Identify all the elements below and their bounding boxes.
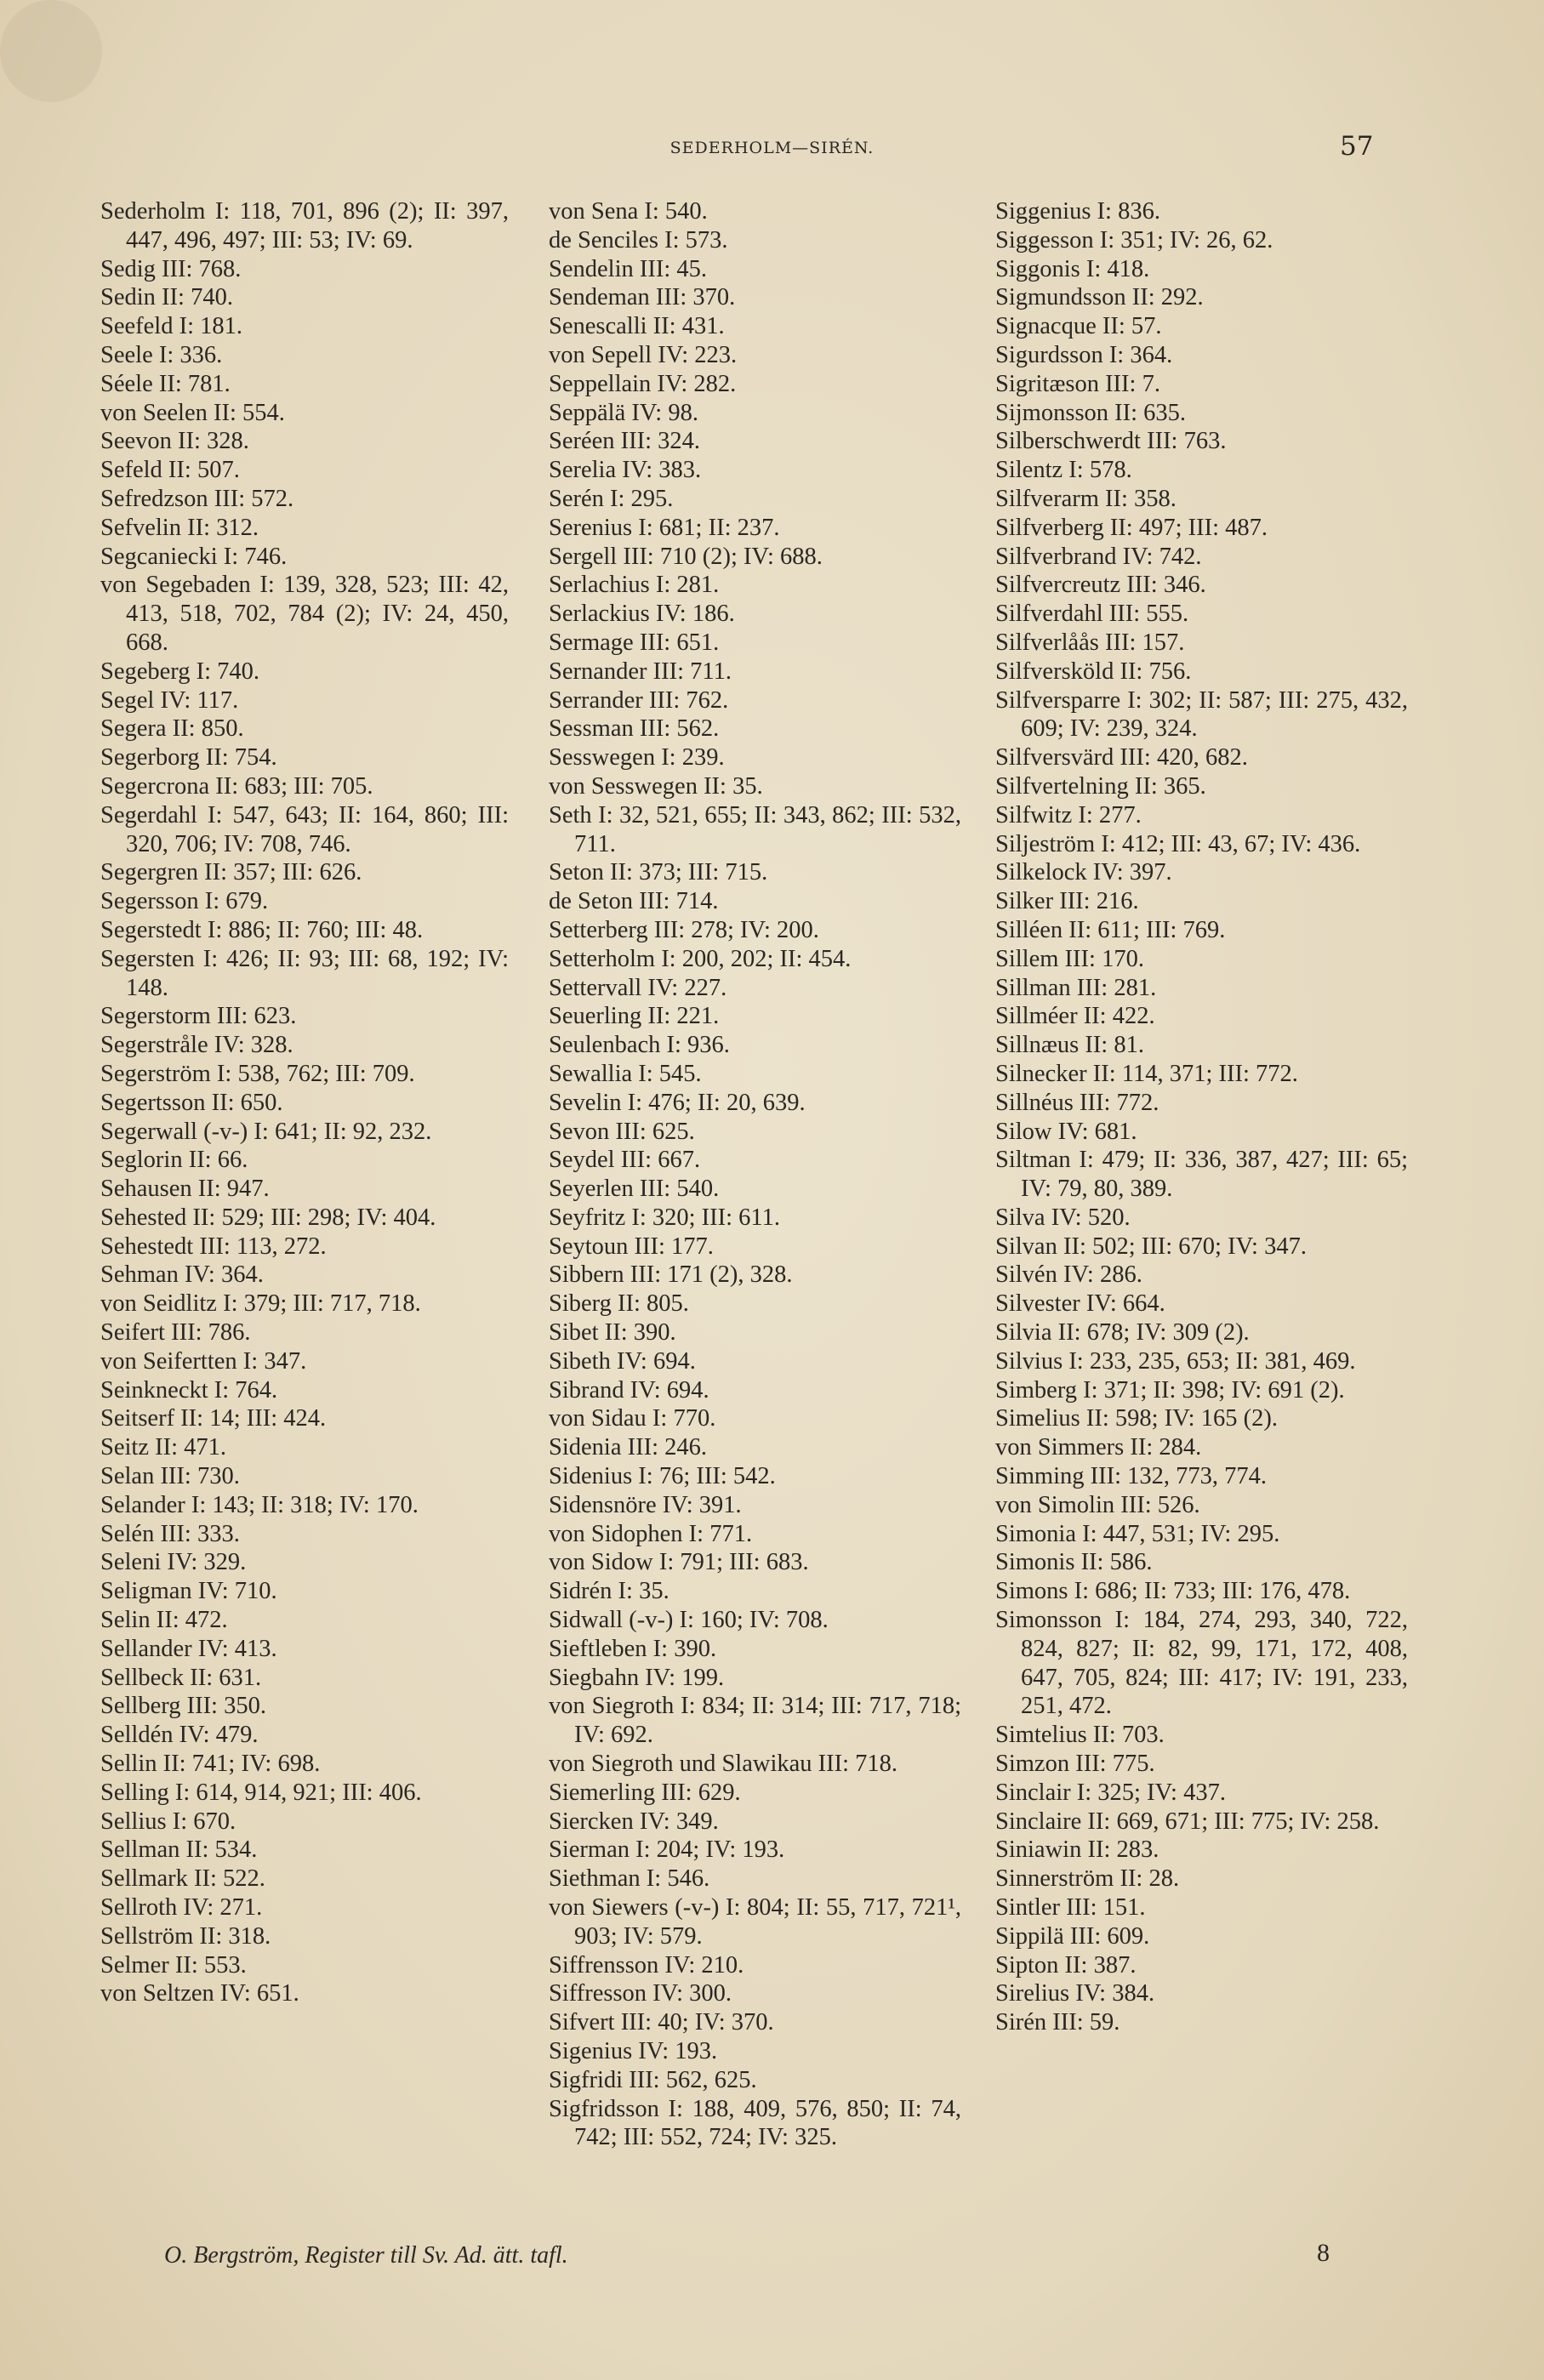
index-entry: Sigritæson III: 7. — [995, 370, 1160, 397]
index-entry: von Siegroth I: 834; II: 314; III: 717, 718; IV: 692. — [549, 1693, 961, 1749]
index-entry: Sewallia I: 545. — [549, 1060, 702, 1087]
index-entry: Seytoun III: 177. — [549, 1233, 714, 1260]
index-entry: Séele II: 781. — [100, 370, 231, 397]
index-entry: von Sesswegen II: 35. — [549, 772, 763, 800]
index-entry: von Seidlitz I: 379; III: 717, 718. — [100, 1290, 421, 1318]
index-entry: Sendelin III: 45. — [549, 255, 708, 282]
index-entry: Silvester IV: 664. — [995, 1290, 1165, 1318]
index-entry: Sellström II: 318. — [100, 1922, 271, 1950]
index-entry: Sibrand IV: 694. — [549, 1376, 709, 1404]
index-entry: Silkelock IV: 397. — [995, 859, 1172, 886]
index-entry: Segertsson II: 650. — [100, 1089, 283, 1116]
index-entry: von Sena I: 540. — [549, 198, 708, 225]
index-entry: Seyfritz I: 320; III: 611. — [549, 1204, 781, 1231]
index-entry: Selldén IV: 479. — [100, 1722, 259, 1749]
index-entry: Silva IV: 520. — [995, 1204, 1131, 1231]
index-entry: von Segebaden I: 139, 328, 523; III: 42, 413, 518, 702, 784 (2); IV: 24, 450, 668. — [100, 572, 509, 656]
index-entry: Siffrensson IV: 210. — [549, 1951, 744, 1979]
index-entry: Siggonis I: 418. — [995, 255, 1150, 282]
index-entry: Seppälä IV: 98. — [549, 399, 698, 426]
index-entry: Silvius I: 233, 235, 653; II: 381, 469. — [995, 1347, 1356, 1375]
index-entry: Seth I: 32, 521, 655; II: 343, 862; III: 532, 711. — [549, 801, 961, 857]
index-entry: Silfversvärd III: 420, 682. — [995, 744, 1248, 772]
index-entry: Selén III: 333. — [100, 1520, 240, 1547]
index-entry: Sidenia III: 246. — [549, 1434, 708, 1461]
index-entry: Sevelin I: 476; II: 20, 639. — [549, 1089, 806, 1116]
index-entry: Sessman III: 562. — [549, 715, 720, 743]
index-entry: Silfvercreutz III: 346. — [995, 572, 1206, 599]
index-entry: von Simolin III: 526. — [995, 1491, 1200, 1518]
index-entry: Simzon III: 775. — [995, 1751, 1155, 1778]
index-entry: Silfverlåås III: 157. — [995, 629, 1185, 656]
index-entry: Seevon II: 328. — [100, 428, 249, 455]
index-entry: Seulenbach I: 936. — [549, 1032, 730, 1059]
index-entry: Sifvert III: 40; IV: 370. — [549, 2009, 774, 2036]
index-entry: Sellin II: 741; IV: 698. — [100, 1751, 321, 1778]
index-entry: Sefeld II: 507. — [100, 457, 240, 484]
index-entry: Sidenius I: 76; III: 542. — [549, 1463, 776, 1490]
index-entry: Sefvelin II: 312. — [100, 514, 259, 541]
index-entry: Signacque II: 57. — [995, 313, 1162, 340]
index-entry: Siemerling III: 629. — [549, 1779, 741, 1806]
index-entry: Silfverbrand IV: 742. — [995, 543, 1202, 570]
index-entry: Sigfridsson I: 188, 409, 576, 850; II: 74, 742; III: 552, 724; IV: 325. — [549, 2095, 961, 2151]
index-entry: Sesswegen I: 239. — [549, 744, 725, 772]
index-entry: Seligman IV: 710. — [100, 1578, 277, 1605]
index-entry: Sellbeck II: 631. — [100, 1664, 262, 1691]
index-entry: Silow IV: 681. — [995, 1118, 1137, 1145]
index-entry: Sellander IV: 413. — [100, 1635, 277, 1662]
index-entry: Selan III: 730. — [100, 1463, 240, 1490]
index-entry: Seifert III: 786. — [100, 1319, 251, 1347]
index-entry: Sillnéus III: 772. — [995, 1089, 1159, 1116]
index-entry: Siberg II: 805. — [549, 1290, 689, 1318]
index-entry: Siggenius I: 836. — [995, 198, 1160, 225]
page-number: 57 — [1340, 131, 1374, 162]
index-entry: Segerdahl I: 547, 643; II: 164, 860; III: 320, 706; IV: 708, 746. — [100, 801, 509, 857]
index-entry: Sillman III: 281. — [995, 974, 1157, 1001]
index-column-2 — [549, 197, 961, 2152]
index-entry: Siffresson IV: 300. — [549, 1980, 732, 2007]
index-entry: Sefredzson III: 572. — [100, 485, 294, 512]
index-entry: Serelia IV: 383. — [549, 457, 702, 484]
index-entry: Seton II: 373; III: 715. — [549, 859, 768, 886]
index-entry: Serlackius IV: 186. — [549, 601, 735, 628]
index-entry: Segerwall (-v-) I: 641; II: 92, 232. — [100, 1118, 432, 1145]
index-entry: Silfwitz I: 277. — [995, 801, 1142, 828]
index-entry: Serenius I: 681; II: 237. — [549, 514, 780, 541]
index-entry: Silfversparre I: 302; II: 587; III: 275, 432, 609; IV: 239, 324. — [995, 686, 1408, 743]
index-entry: Setterberg III: 278; IV: 200. — [549, 916, 819, 943]
index-entry: Silfverarm II: 358. — [995, 485, 1177, 512]
index-entry: Segercrona II: 683; III: 705. — [100, 772, 373, 800]
index-entry: Simons I: 686; II: 733; III: 176, 478. — [995, 1578, 1351, 1605]
index-entry: Seglorin II: 66. — [100, 1147, 248, 1174]
index-entry: Sierman I: 204; IV: 193. — [549, 1836, 785, 1864]
index-entry: Serén I: 295. — [549, 485, 674, 512]
footer-citation: O. Bergström, Register till Sv. Ad. ätt. tafl. — [164, 2242, 568, 2269]
index-entry: Segel IV: 117. — [100, 686, 239, 714]
index-entry: Sibbern III: 171 (2), 328. — [549, 1261, 793, 1289]
index-entry: Sidrén I: 35. — [549, 1578, 669, 1605]
index-entry: von Sidophen I: 771. — [549, 1520, 753, 1547]
index-entry: Segersson I: 679. — [100, 888, 269, 915]
index-entry: Sigurdsson I: 364. — [995, 341, 1173, 368]
index-entry: von Seltzen IV: 651. — [100, 1980, 299, 2007]
index-entry: Segersten I: 426; II: 93; III: 68, 192; IV: 148. — [100, 945, 509, 1001]
index-entry: Simonsson I: 184, 274, 293, 340, 722, 824, 827; II: 82, 99, 171, 172, 408, 647, 705, 824; III: 417; IV: 191, 233, 251, 472. — [995, 1607, 1408, 1720]
index-entry: Segerborg II: 754. — [100, 744, 277, 772]
index-entry: Silfversköld II: 756. — [995, 658, 1192, 685]
index-entry: Sibeth IV: 694. — [549, 1347, 696, 1375]
index-entry: von Sepell IV: 223. — [549, 341, 738, 368]
index-entry: Segeberg I: 740. — [100, 658, 260, 685]
index-entry: Setterholm I: 200, 202; II: 454. — [549, 945, 852, 972]
index-entry: Silker III: 216. — [995, 888, 1139, 915]
index-entry: Segera II: 850. — [100, 715, 244, 743]
index-entry: Sermage III: 651. — [549, 629, 720, 656]
index-entry: Sibet II: 390. — [549, 1319, 676, 1347]
index-entry: Settervall IV: 227. — [549, 974, 727, 1001]
index-entry: Segcaniecki I: 746. — [100, 543, 288, 570]
index-entry: von Sidau I: 770. — [549, 1405, 716, 1432]
index-entry: Silberschwerdt III: 763. — [995, 428, 1227, 455]
index-entry: Sevon III: 625. — [549, 1118, 695, 1145]
index-entry: Sernander III: 711. — [549, 658, 732, 685]
index-entry: Sirelius IV: 384. — [995, 1980, 1155, 2007]
index-entry: Sendeman III: 370. — [549, 284, 736, 311]
index-entry: Seefeld I: 181. — [100, 313, 242, 340]
index-entry: Serrander III: 762. — [549, 686, 729, 714]
index-entry: Senescalli II: 431. — [549, 313, 725, 340]
index-entry: Silnecker II: 114, 371; III: 772. — [995, 1060, 1298, 1087]
index-column-1 — [100, 197, 509, 2008]
index-entry: Silentz I: 578. — [995, 457, 1132, 484]
index-entry: Simberg I: 371; II: 398; IV: 691 (2). — [995, 1376, 1345, 1404]
index-entry: Silfvertelning II: 365. — [995, 772, 1206, 800]
index-entry: Sintler III: 151. — [995, 1894, 1146, 1922]
index-entry: Silfverdahl III: 555. — [995, 601, 1189, 628]
index-entry: Sederholm I: 118, 701, 896 (2); II: 397, 447, 496, 497; III: 53; IV: 69. — [100, 198, 509, 253]
index-entry: Silfverberg II: 497; III: 487. — [995, 514, 1268, 541]
index-entry: Simelius II: 598; IV: 165 (2). — [995, 1405, 1278, 1432]
index-entry: Sillem III: 170. — [995, 945, 1144, 972]
index-entry: Sipton II: 387. — [995, 1951, 1137, 1979]
index-entry: Sergell III: 710 (2); IV: 688. — [549, 543, 823, 570]
index-entry: Seppellain IV: 282. — [549, 370, 737, 397]
index-entry: de Senciles I: 573. — [549, 226, 728, 253]
paper-stain — [0, 0, 102, 102]
index-entry: Seitserf II: 14; III: 424. — [100, 1405, 327, 1432]
index-entry: Sellius I: 670. — [100, 1808, 236, 1835]
index-entry: Seréen III: 324. — [549, 428, 701, 455]
index-entry: Sehausen II: 947. — [100, 1176, 270, 1203]
index-entry: Simtelius II: 703. — [995, 1722, 1165, 1749]
index-entry: Sehestedt III: 113, 272. — [100, 1233, 327, 1260]
index-entry: Sehested II: 529; III: 298; IV: 404. — [100, 1204, 436, 1231]
index-entry: Segergren II: 357; III: 626. — [100, 859, 362, 886]
index-entry: Seele I: 336. — [100, 341, 223, 368]
index-entry: Siljeström I: 412; III: 43, 67; IV: 436. — [995, 830, 1361, 857]
index-entry: Silvén IV: 286. — [995, 1261, 1142, 1289]
index-entry: von Siegroth und Slawikau III: 718. — [549, 1751, 898, 1778]
index-entry: Sellroth IV: 271. — [100, 1894, 263, 1922]
index-entry: Seyerlen III: 540. — [549, 1176, 720, 1203]
index-entry: Sieftleben I: 390. — [549, 1635, 717, 1662]
index-entry: Siethman I: 546. — [549, 1865, 710, 1893]
index-entry: Serlachius I: 281. — [549, 572, 720, 599]
footer-sheet-number: 8 — [1317, 2239, 1330, 2267]
index-entry: Segerstedt I: 886; II: 760; III: 48. — [100, 916, 424, 943]
index-entry: de Seton III: 714. — [549, 888, 719, 915]
index-entry: Sellman II: 534. — [100, 1836, 258, 1864]
index-entry: Simming III: 132, 773, 774. — [995, 1463, 1268, 1490]
index-entry: Segerström I: 538, 762; III: 709. — [100, 1060, 415, 1087]
index-entry: Sinnerström II: 28. — [995, 1865, 1180, 1893]
index-entry: Sillnæus II: 81. — [995, 1032, 1144, 1059]
index-entry: Sinclair I: 325; IV: 437. — [995, 1779, 1226, 1806]
index-entry: Sehman IV: 364. — [100, 1261, 264, 1289]
index-entry: Sedin II: 740. — [100, 284, 233, 311]
index-entry: Selander I: 143; II: 318; IV: 170. — [100, 1491, 419, 1518]
index-entry: Sillméer II: 422. — [995, 1003, 1155, 1030]
index-entry: Sedig III: 768. — [100, 255, 242, 282]
index-entry: Segerstråle IV: 328. — [100, 1032, 293, 1059]
index-entry: Simonis II: 586. — [995, 1549, 1153, 1576]
index-entry: Sidensnöre IV: 391. — [549, 1491, 742, 1518]
index-entry: Sellberg III: 350. — [100, 1693, 266, 1720]
index-entry: Selin II: 472. — [100, 1607, 228, 1634]
index-entry: Sidwall (-v-) I: 160; IV: 708. — [549, 1607, 829, 1634]
index-entry: von Simmers II: 284. — [995, 1434, 1202, 1461]
index-entry: Silvia II: 678; IV: 309 (2). — [995, 1319, 1250, 1347]
index-entry: Siniawin II: 283. — [995, 1836, 1159, 1864]
index-entry: Sirén III: 59. — [995, 2009, 1120, 2036]
index-entry: Seydel III: 667. — [549, 1147, 701, 1174]
index-entry: Siggesson I: 351; IV: 26, 62. — [995, 226, 1273, 253]
index-entry: Sijmonsson II: 635. — [995, 399, 1187, 426]
index-entry: Seleni IV: 329. — [100, 1549, 247, 1576]
index-entry: Silvan II: 502; III: 670; IV: 347. — [995, 1233, 1307, 1260]
index-entry: Silléen II: 611; III: 769. — [995, 916, 1226, 943]
running-header: SEDERHOLM—SIRÉN. — [669, 139, 875, 157]
index-entry: Sellmark II: 522. — [100, 1865, 265, 1893]
index-column-3 — [995, 197, 1408, 2037]
index-entry: Siegbahn IV: 199. — [549, 1664, 725, 1691]
index-entry: von Siewers (-v-) I: 804; II: 55, 717, 721¹, 903; IV: 579. — [549, 1894, 961, 1950]
index-entry: Sippilä III: 609. — [995, 1922, 1150, 1950]
index-entry: von Seifertten I: 347. — [100, 1347, 307, 1375]
index-entry: Seuerling II: 221. — [549, 1003, 720, 1030]
index-entry: Sinclaire II: 669, 671; III: 775; IV: 258. — [995, 1808, 1380, 1835]
index-entry: Siltman I: 479; II: 336, 387, 427; III: 65; IV: 79, 80, 389. — [995, 1147, 1408, 1203]
index-entry: Siercken IV: 349. — [549, 1808, 719, 1835]
index-entry: Selling I: 614, 914, 921; III: 406. — [100, 1779, 422, 1806]
index-entry: von Sidow I: 791; III: 683. — [549, 1549, 809, 1576]
index-entry: Seitz II: 471. — [100, 1434, 227, 1461]
index-entry: Sigfridi III: 562, 625. — [549, 2066, 757, 2093]
index-entry: Selmer II: 553. — [100, 1951, 247, 1979]
index-entry: Segerstorm III: 623. — [100, 1003, 297, 1030]
index-entry: von Seelen II: 554. — [100, 399, 285, 426]
index-entry: Seinkneckt I: 764. — [100, 1376, 278, 1404]
index-entry: Sigenius IV: 193. — [549, 2038, 718, 2064]
index-entry: Simonia I: 447, 531; IV: 295. — [995, 1520, 1280, 1547]
index-entry: Sigmundsson II: 292. — [995, 284, 1204, 311]
